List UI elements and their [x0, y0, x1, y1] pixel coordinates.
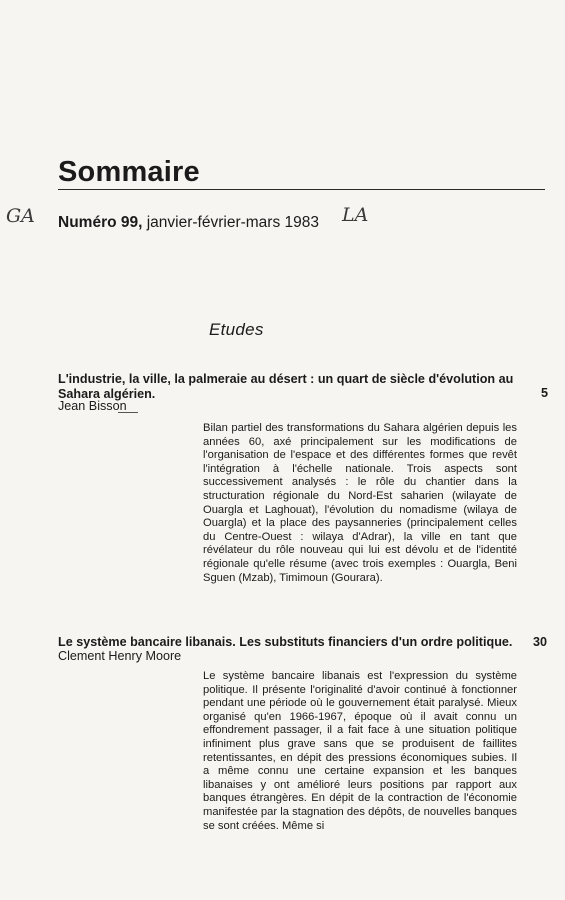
section-heading: Etudes — [209, 320, 264, 339]
handwritten-note-left: GA — [6, 205, 35, 227]
handwritten-note-right: LA — [342, 204, 369, 226]
issue-line — [58, 214, 319, 232]
article-page-number: 30 — [532, 635, 547, 649]
article-title: L'industrie, la ville, la palmeraie au désert : un quart de siècle d'évolution au Sahara algérien. — [58, 372, 514, 401]
title-rule — [58, 189, 545, 190]
issue-number: Numéro 99, — [58, 214, 143, 231]
article-title: Le système bancaire libanais. Les substituts financiers d'un ordre politique. — [58, 635, 513, 649]
issue-date: janvier-février-mars 1983 — [142, 214, 320, 231]
page-title: Sommaire — [58, 156, 200, 188]
article-abstract: Bilan partiel des transformations du Sahara algérien depuis les années 60, axé principalement sur les modifications de l'organisation de l'espace et des différentes formes que revêt l'intégration à l'échelle nationale. Trois aspects sont successivement analysés : le rôle du chantier dans la structuration régionale du Nord-Est saharien (wilayate de Ouargla et Laghouat), l'évolution du nomadisme (wilaya de Ouargla) et la place des paysanneries (principalement celles du Centre-Ouest : wilaya d'Adrar), la ville en tant que révélateur du rôle nouveau qui lui est dévolu et de l'identité régionale qu'elle résume (avec trois exemples : Ouargla, Beni Sguen (Mzab), Timimoun (Gourara). — [203, 422, 517, 584]
article-author: Jean Bisson — [58, 399, 127, 413]
pen-mark — [118, 412, 138, 413]
article-abstract: Le système bancaire libanais est l'expression du système politique. Il présente l'originalité d'avoir continué à fonctionner pendant une période où le gouvernement était paralysé. Mieux organisé qu'en 1966-1967, époque où il avait connu un effondrement passager, il a fait face à une situation politique infiniment plus grave sans que se produisent de faillites retentissantes, en dépit des pressions économiques subies. Il a même connu une certaine expansion et les banques libanaises y ont amélioré leurs positions par rapport aux banques étrangères. En dépit de la contraction de l'économie manifestée par la stagnation des dépôts, de nouvelles banques se sont créées. Même si — [203, 670, 517, 832]
article-author: Clement Henry Moore — [58, 649, 182, 663]
article-page-number: 5 — [540, 386, 548, 400]
